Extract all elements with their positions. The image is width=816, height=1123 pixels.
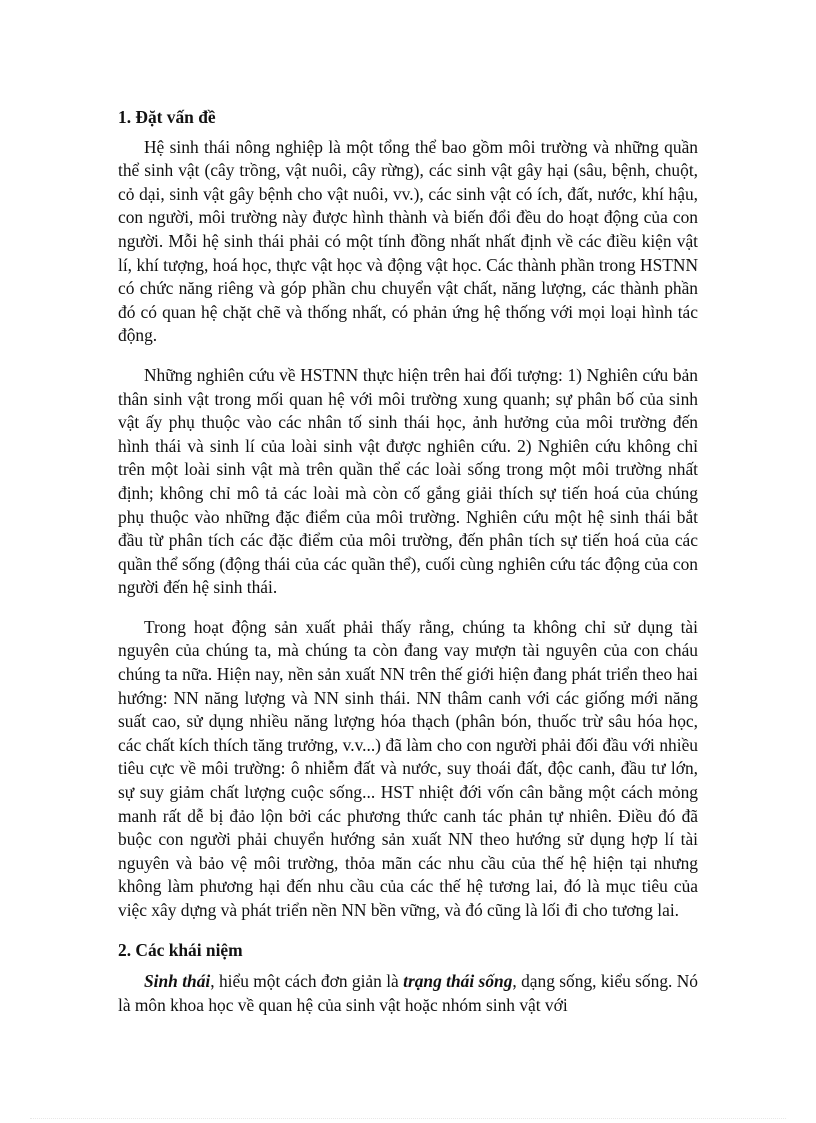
section-2-heading: 2. Các khái niệm [118, 939, 243, 960]
definition-text-b: , dạng sống, kiểu sống. Nó là môn khoa học về quan hệ của sinh vật hoặc nhóm sinh vật với [118, 971, 698, 1015]
emphasis-trang-thai-song: trạng thái sống [403, 971, 513, 992]
section-2-paragraph-1 [118, 970, 698, 1017]
definition-text-a: , hiểu một cách đơn giản là [210, 971, 404, 992]
section-1-paragraph-2: Những nghiên cứu về HSTNN thực hiện trên hai đối tượng: 1) Nghiên cứu bản thân sinh vật trong mối quan hệ với môi trường xung quanh; sự phân bố của sinh vật ấy phụ thuộc vào các nhân tố sinh thái học, ảnh hưởng của môi trường đến hình thái và sinh lí của loài sinh vật được nghiên cứu. 2) Nghiên cứu không chỉ trên một loài sinh vật mà trên quần thể các loài sống trong một môi trường nhất định; không chỉ mô tả các loài mà còn cố gắng giải thích sự tiến hoá của chúng phụ thuộc vào những đặc điểm của môi trường. Nghiên cứu một hệ sinh thái bắt đầu từ phân tích các đặc điểm của môi trường, đến phân tích sự tiến hoá của các quần thể sống (động thái của các quần thể), cuối cùng nghiên cứu tác động của con người đến hệ sinh thái. [118, 364, 698, 598]
section-1-heading: 1. Đặt vấn đề [118, 107, 216, 127]
term-sinh-thai: Sinh thái [144, 971, 211, 992]
section-1-paragraph-1: Hệ sinh thái nông nghiệp là một tổng thể bao gồm môi trường và những quần thể sinh vật (cây trồng, vật nuôi, cây rừng), các sinh vật gây hại (sâu, bệnh, chuột, cỏ dại, sinh vật gây bệnh cho vật nuôi, vv.), các sinh vật có ích, đất, nước, khí hậu, con người, môi trường này được hình thành và biến đổi đều do hoạt động của con người. Mỗi hệ sinh thái phải có một tính đồng nhất nhất định về các điều kiện vật lí, khí tượng, hoá học, thực vật học và động vật học. Các thành phần trong HSTNN có chức năng riêng và góp phần chu chuyển vật chất, năng lượng, các thành phần đó có quan hệ chặt chẽ và thống nhất, có phản ứng hệ thống với mọi loại hình tác động. [118, 136, 698, 346]
document-body [118, 106, 698, 1033]
page-bottom-divider [30, 1118, 786, 1119]
section-1-paragraph-3: Trong hoạt động sản xuất phải thấy rằng, chúng ta không chỉ sử dụng tài nguyên của chúng ta, mà chúng ta còn đang vay mượn tài nguyên của con cháu chúng ta nữa. Hiện nay, nền sản xuất NN trên thế giới hiện đang phát triển theo hai hướng: NN năng lượng và NN sinh thái. NN thâm canh với các giống mới năng suất cao, sử dụng nhiều năng lượng hóa thạch (phân bón, thuốc trừ sâu hóa học, các chất kích thích tăng trưởng, v.v...) đã làm cho con người phải đối đầu với nhiều tiêu cực về môi trường: ô nhiễm đất và nước, suy thoái đất, độc canh, đầu tư lớn, sự suy giảm chất lượng cuộc sống... HST nhiệt đới vốn cân bằng một cách mỏng manh rất dễ bị đảo lộn bởi các phương thức canh tác phản tự nhiên. Điều đó đã buộc con người phải chuyển hướng sản xuất NN theo hướng sử dụng hợp lí tài nguyên và bảo vệ môi trường, thỏa mãn các nhu cầu của thế hệ hiện tại nhưng không làm phương hại đến nhu cầu của các thế hệ tương lai, đó là mục tiêu của việc xây dựng và phát triển nền NN bền vững, và đó cũng là lối đi cho tương lai. [118, 616, 698, 920]
